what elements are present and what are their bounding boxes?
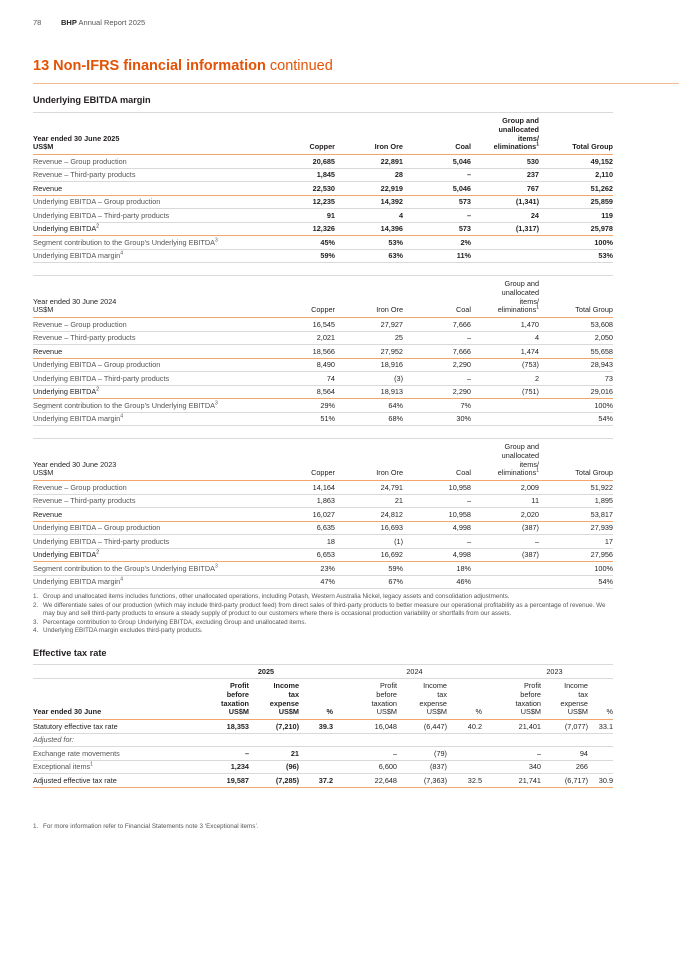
- cell-value: 25,859: [539, 195, 613, 209]
- cell-value: 10,958: [403, 481, 471, 495]
- cell-value: 64%: [335, 399, 403, 413]
- cell-value: 51%: [267, 412, 335, 426]
- cell-value: 51,922: [539, 481, 613, 495]
- row-label: Underlying EBITDA – Third-party products: [33, 372, 267, 386]
- cell-value: 16,693: [335, 521, 403, 535]
- cell-value: 18,916: [335, 358, 403, 372]
- year-2025: 2025: [199, 665, 333, 679]
- cell-value: 1,234: [199, 760, 249, 774]
- cell-value: [588, 733, 613, 747]
- cell-value: [496, 733, 541, 747]
- table-row: [33, 521, 613, 535]
- cell-value: [471, 249, 539, 263]
- cell-value: [447, 747, 482, 761]
- row-label: Revenue: [33, 182, 267, 196]
- cell-value: –: [403, 331, 471, 345]
- cell-value: 45%: [267, 236, 335, 250]
- table-row: [33, 385, 613, 399]
- cell-value: 37.2: [299, 774, 333, 788]
- footnote: 1. For more information refer to Financial Statements note 3 ‘Exceptional items’.: [33, 823, 259, 830]
- page-number: 78: [33, 18, 42, 27]
- cell-value: 21: [335, 494, 403, 508]
- col-income-tax-expense: Income tax expense US$M: [249, 679, 299, 720]
- cell-value: 51,262: [539, 182, 613, 196]
- cell-value: 22,530: [267, 182, 335, 196]
- row-label: Segment contribution to the Group’s Underlying EBITDA$^3$: [33, 236, 267, 250]
- cell-value: 12,235: [267, 195, 335, 209]
- table-year-header: Year ended 30 June 2023 US$M: [33, 439, 267, 481]
- cell-value: 18,566: [267, 345, 335, 359]
- cell-value: –: [403, 168, 471, 182]
- row-label: Revenue – Group production: [33, 155, 267, 169]
- cell-value: 8,490: [267, 358, 335, 372]
- cell-value: [588, 760, 613, 774]
- cell-value: 33.1: [588, 720, 613, 734]
- cell-value: 54%: [539, 575, 613, 589]
- cell-value: –: [496, 747, 541, 761]
- cell-value: 19,587: [199, 774, 249, 788]
- cell-value: 22,891: [335, 155, 403, 169]
- row-label: Underlying EBITDA – Group production: [33, 358, 267, 372]
- year-2023: 2023: [496, 665, 613, 679]
- table-row: [33, 774, 613, 788]
- cell-value: 573: [403, 222, 471, 236]
- col-income-tax-expense: Income tax expense US$M: [541, 679, 588, 720]
- cell-value: 119: [539, 209, 613, 223]
- cell-value: 94: [541, 747, 588, 761]
- table-row: [33, 760, 613, 774]
- col-coal: Coal: [403, 276, 471, 318]
- cell-value: 7%: [403, 399, 471, 413]
- cell-value: 74: [267, 372, 335, 386]
- cell-value: [541, 733, 588, 747]
- col-percent: %: [588, 679, 613, 720]
- cell-value: [347, 733, 397, 747]
- cell-value: [299, 760, 333, 774]
- cell-value: 53,608: [539, 318, 613, 332]
- cell-value: 340: [496, 760, 541, 774]
- cell-value: –: [199, 747, 249, 761]
- row-label: Exchange rate movements: [33, 747, 199, 761]
- cell-value: 100%: [539, 562, 613, 576]
- cell-value: 27,939: [539, 521, 613, 535]
- table-row: [33, 535, 613, 549]
- cell-value: 8,564: [267, 385, 335, 399]
- footnote: 2. We differentiate sales of our production (which may include third-party product feed) from direct sales of third-party products to better measure our operational profitability as a percentage of revenue. We may buy and sell third-party products to ensure a steady supply of product to our customers where there is occasional production variability or shortfalls from our assets.: [33, 601, 606, 617]
- cell-value: 4: [335, 209, 403, 223]
- cell-value: 18,353: [199, 720, 249, 734]
- cell-value: [471, 412, 539, 426]
- cell-value: (751): [471, 385, 539, 399]
- col-group-unallocated: Group and unallocated items/ eliminations$^1$: [471, 113, 539, 155]
- col-income-tax-expense: Income tax expense US$M: [397, 679, 447, 720]
- row-label: Underlying EBITDA margin$^4$: [33, 575, 267, 589]
- table-row: [33, 345, 613, 359]
- cell-value: 27,956: [539, 548, 613, 562]
- cell-value: 6,635: [267, 521, 335, 535]
- col-group-unallocated: Group and unallocated items/ eliminations$^1$: [471, 276, 539, 318]
- cell-value: 1,470: [471, 318, 539, 332]
- section-title: [33, 58, 333, 74]
- cell-value: 12,326: [267, 222, 335, 236]
- cell-value: 2%: [403, 236, 471, 250]
- table-row: [33, 168, 613, 182]
- table-row: [33, 222, 613, 236]
- cell-value: 17: [539, 535, 613, 549]
- table-row: [33, 575, 613, 589]
- cell-value: 22,919: [335, 182, 403, 196]
- page-header: [33, 18, 145, 27]
- cell-value: 39.3: [299, 720, 333, 734]
- row-label: Revenue – Group production: [33, 481, 267, 495]
- cell-value: 29,016: [539, 385, 613, 399]
- cell-value: 24: [471, 209, 539, 223]
- section-continued: continued: [269, 58, 333, 74]
- cell-value: –: [403, 494, 471, 508]
- cell-value: 30.9: [588, 774, 613, 788]
- cell-value: 32.5: [447, 774, 482, 788]
- row-label: Underlying EBITDA$^2$: [33, 548, 267, 562]
- col-group-unallocated: Group and unallocated items/ eliminations$^1$: [471, 439, 539, 481]
- cell-value: –: [403, 535, 471, 549]
- cell-value: 53%: [335, 236, 403, 250]
- cell-value: (3): [335, 372, 403, 386]
- cell-value: 68%: [335, 412, 403, 426]
- cell-value: 27,952: [335, 345, 403, 359]
- table-row: [33, 358, 613, 372]
- ebitda-footnotes: [33, 593, 613, 636]
- table-row: [33, 182, 613, 196]
- cell-value: 20,685: [267, 155, 335, 169]
- row-label: Underlying EBITDA$^2$: [33, 385, 267, 399]
- cell-value: 2,050: [539, 331, 613, 345]
- cell-value: 24,791: [335, 481, 403, 495]
- cell-value: 4,998: [403, 521, 471, 535]
- cell-value: (96): [249, 760, 299, 774]
- year-2024: 2024: [347, 665, 482, 679]
- cell-value: 40.2: [447, 720, 482, 734]
- col-percent: %: [299, 679, 333, 720]
- cell-value: 6,653: [267, 548, 335, 562]
- table-row: [33, 733, 613, 747]
- effective-tax-table: [33, 664, 613, 788]
- table-row: [33, 747, 613, 761]
- table-row: [33, 494, 613, 508]
- row-label: Underlying EBITDA$^2$: [33, 222, 267, 236]
- section-name: Non-IFRS financial information: [53, 58, 266, 74]
- table-year-header: Year ended 30 June 2024 US$M: [33, 276, 267, 318]
- cell-value: 10,958: [403, 508, 471, 522]
- cell-value: 530: [471, 155, 539, 169]
- cell-value: 21,741: [496, 774, 541, 788]
- cell-value: [447, 760, 482, 774]
- cell-value: (1,317): [471, 222, 539, 236]
- col-iron-ore: Iron Ore: [335, 113, 403, 155]
- cell-value: 54%: [539, 412, 613, 426]
- cell-value: 100%: [539, 236, 613, 250]
- table-row: [33, 236, 613, 250]
- cell-value: 1,863: [267, 494, 335, 508]
- cell-value: 18: [267, 535, 335, 549]
- brand-name: BHP: [61, 18, 77, 27]
- cell-value: (1): [335, 535, 403, 549]
- ebitda-table-2025: [33, 112, 613, 263]
- cell-value: 53,817: [539, 508, 613, 522]
- cell-value: 11: [471, 494, 539, 508]
- cell-value: [299, 733, 333, 747]
- cell-value: 73: [539, 372, 613, 386]
- cell-value: 2,021: [267, 331, 335, 345]
- table-row: [33, 720, 613, 734]
- row-label: Underlying EBITDA – Third-party products: [33, 535, 267, 549]
- cell-value: 14,392: [335, 195, 403, 209]
- cell-value: [199, 733, 249, 747]
- col-copper: Copper: [267, 439, 335, 481]
- cell-value: 49,152: [539, 155, 613, 169]
- cell-value: 63%: [335, 249, 403, 263]
- cell-value: 6,600: [347, 760, 397, 774]
- cell-value: 59%: [335, 562, 403, 576]
- ebitda-table-2023: [33, 438, 613, 589]
- cell-value: 4: [471, 331, 539, 345]
- cell-value: 28: [335, 168, 403, 182]
- cell-value: (7,363): [397, 774, 447, 788]
- cell-value: 18%: [403, 562, 471, 576]
- row-label: Adjusted effective tax rate: [33, 774, 199, 788]
- cell-value: (387): [471, 521, 539, 535]
- document-title: Annual Report 2025: [78, 18, 146, 27]
- row-label: Underlying EBITDA margin$^4$: [33, 412, 267, 426]
- cell-value: 18,913: [335, 385, 403, 399]
- row-label: Adjusted for:: [33, 733, 199, 747]
- table-row: [33, 412, 613, 426]
- cell-value: 47%: [267, 575, 335, 589]
- tax-heading: Effective tax rate: [33, 648, 107, 658]
- cell-value: 2,290: [403, 358, 471, 372]
- cell-value: (837): [397, 760, 447, 774]
- cell-value: [249, 733, 299, 747]
- cell-value: 16,545: [267, 318, 335, 332]
- cell-value: [299, 747, 333, 761]
- cell-value: 767: [471, 182, 539, 196]
- table-year-header: Year ended 30 June 2025 US$M: [33, 113, 267, 155]
- cell-value: 14,396: [335, 222, 403, 236]
- cell-value: 23%: [267, 562, 335, 576]
- cell-value: 22,648: [347, 774, 397, 788]
- cell-value: [447, 733, 482, 747]
- row-label: Exceptional items$^1$: [33, 760, 199, 774]
- row-label: Segment contribution to the Group’s Underlying EBITDA$^3$: [33, 399, 267, 413]
- cell-value: 237: [471, 168, 539, 182]
- table-row: [33, 562, 613, 576]
- table-row: [33, 508, 613, 522]
- row-label: Underlying EBITDA – Group production: [33, 195, 267, 209]
- cell-value: 16,692: [335, 548, 403, 562]
- cell-value: (7,210): [249, 720, 299, 734]
- col-iron-ore: Iron Ore: [335, 439, 403, 481]
- col-copper: Copper: [267, 276, 335, 318]
- cell-value: 27,927: [335, 318, 403, 332]
- cell-value: (1,341): [471, 195, 539, 209]
- title-divider: [33, 83, 679, 84]
- col-profit-before-tax: Profit before taxation US$M: [347, 679, 397, 720]
- cell-value: [471, 399, 539, 413]
- row-label: Underlying EBITDA margin$^4$: [33, 249, 267, 263]
- cell-value: 266: [541, 760, 588, 774]
- cell-value: 53%: [539, 249, 613, 263]
- cell-value: 59%: [267, 249, 335, 263]
- cell-value: (79): [397, 747, 447, 761]
- cell-value: 91: [267, 209, 335, 223]
- cell-value: 7,666: [403, 345, 471, 359]
- cell-value: 2,020: [471, 508, 539, 522]
- cell-value: –: [471, 535, 539, 549]
- cell-value: 25: [335, 331, 403, 345]
- col-total-group: Total Group: [539, 439, 613, 481]
- cell-value: 1,895: [539, 494, 613, 508]
- cell-value: 30%: [403, 412, 471, 426]
- cell-value: 16,048: [347, 720, 397, 734]
- cell-value: (387): [471, 548, 539, 562]
- cell-value: (6,447): [397, 720, 447, 734]
- cell-value: 2,110: [539, 168, 613, 182]
- table-row: [33, 209, 613, 223]
- row-label: Revenue – Group production: [33, 318, 267, 332]
- col-coal: Coal: [403, 113, 471, 155]
- tax-footnotes: [33, 823, 613, 832]
- cell-value: 5,046: [403, 155, 471, 169]
- cell-value: [397, 733, 447, 747]
- table-row: [33, 548, 613, 562]
- cell-value: [471, 562, 539, 576]
- footnote: 4. Underlying EBITDA margin excludes third-party products.: [33, 627, 203, 634]
- row-label: Revenue – Third-party products: [33, 494, 267, 508]
- cell-value: 1,474: [471, 345, 539, 359]
- section-number: 13: [33, 58, 50, 74]
- col-profit-before-tax: Profit before taxation US$M: [199, 679, 249, 720]
- cell-value: –: [403, 209, 471, 223]
- row-label: Revenue – Third-party products: [33, 168, 267, 182]
- cell-value: 7,666: [403, 318, 471, 332]
- col-iron-ore: Iron Ore: [335, 276, 403, 318]
- cell-value: 100%: [539, 399, 613, 413]
- cell-value: 2: [471, 372, 539, 386]
- cell-value: 1,845: [267, 168, 335, 182]
- cell-value: 55,658: [539, 345, 613, 359]
- col-profit-before-tax: Profit before taxation US$M: [496, 679, 541, 720]
- cell-value: [588, 747, 613, 761]
- row-header: Year ended 30 June: [33, 679, 199, 720]
- footnote: 1. Group and unallocated items includes functions, other unallocated operations, including Potash, Western Australia Nickel, legacy assets and consolidation adjustments.: [33, 593, 510, 600]
- cell-value: 2,290: [403, 385, 471, 399]
- cell-value: (6,717): [541, 774, 588, 788]
- table-row: [33, 249, 613, 263]
- table-row: [33, 318, 613, 332]
- cell-value: [471, 575, 539, 589]
- row-label: Statutory effective tax rate: [33, 720, 199, 734]
- cell-value: 16,027: [267, 508, 335, 522]
- cell-value: 24,812: [335, 508, 403, 522]
- cell-value: 25,978: [539, 222, 613, 236]
- table-row: [33, 399, 613, 413]
- row-label: Underlying EBITDA – Third-party products: [33, 209, 267, 223]
- cell-value: 11%: [403, 249, 471, 263]
- table-row: [33, 372, 613, 386]
- cell-value: 2,009: [471, 481, 539, 495]
- row-label: Underlying EBITDA – Group production: [33, 521, 267, 535]
- cell-value: 14,164: [267, 481, 335, 495]
- table-row: [33, 331, 613, 345]
- col-total-group: Total Group: [539, 113, 613, 155]
- cell-value: –: [403, 372, 471, 386]
- table-row: [33, 195, 613, 209]
- cell-value: 21,401: [496, 720, 541, 734]
- cell-value: [471, 236, 539, 250]
- row-label: Revenue: [33, 345, 267, 359]
- row-label: Revenue: [33, 508, 267, 522]
- cell-value: –: [347, 747, 397, 761]
- cell-value: 21: [249, 747, 299, 761]
- cell-value: 46%: [403, 575, 471, 589]
- col-total-group: Total Group: [539, 276, 613, 318]
- footnote: 3. Percentage contribution to Group Underlying EBITDA, excluding Group and unallocated items.: [33, 618, 307, 626]
- cell-value: 573: [403, 195, 471, 209]
- table-row: [33, 481, 613, 495]
- cell-value: 4,998: [403, 548, 471, 562]
- col-percent: %: [447, 679, 482, 720]
- cell-value: 29%: [267, 399, 335, 413]
- col-coal: Coal: [403, 439, 471, 481]
- cell-value: (7,285): [249, 774, 299, 788]
- row-label: Revenue – Third-party products: [33, 331, 267, 345]
- cell-value: 5,046: [403, 182, 471, 196]
- ebitda-heading: Underlying EBITDA margin: [33, 95, 151, 105]
- row-label: Segment contribution to the Group’s Underlying EBITDA$^3$: [33, 562, 267, 576]
- col-copper: Copper: [267, 113, 335, 155]
- cell-value: (7,077): [541, 720, 588, 734]
- cell-value: 28,943: [539, 358, 613, 372]
- ebitda-table-2024: [33, 275, 613, 426]
- table-row: [33, 155, 613, 169]
- cell-value: (753): [471, 358, 539, 372]
- cell-value: 67%: [335, 575, 403, 589]
